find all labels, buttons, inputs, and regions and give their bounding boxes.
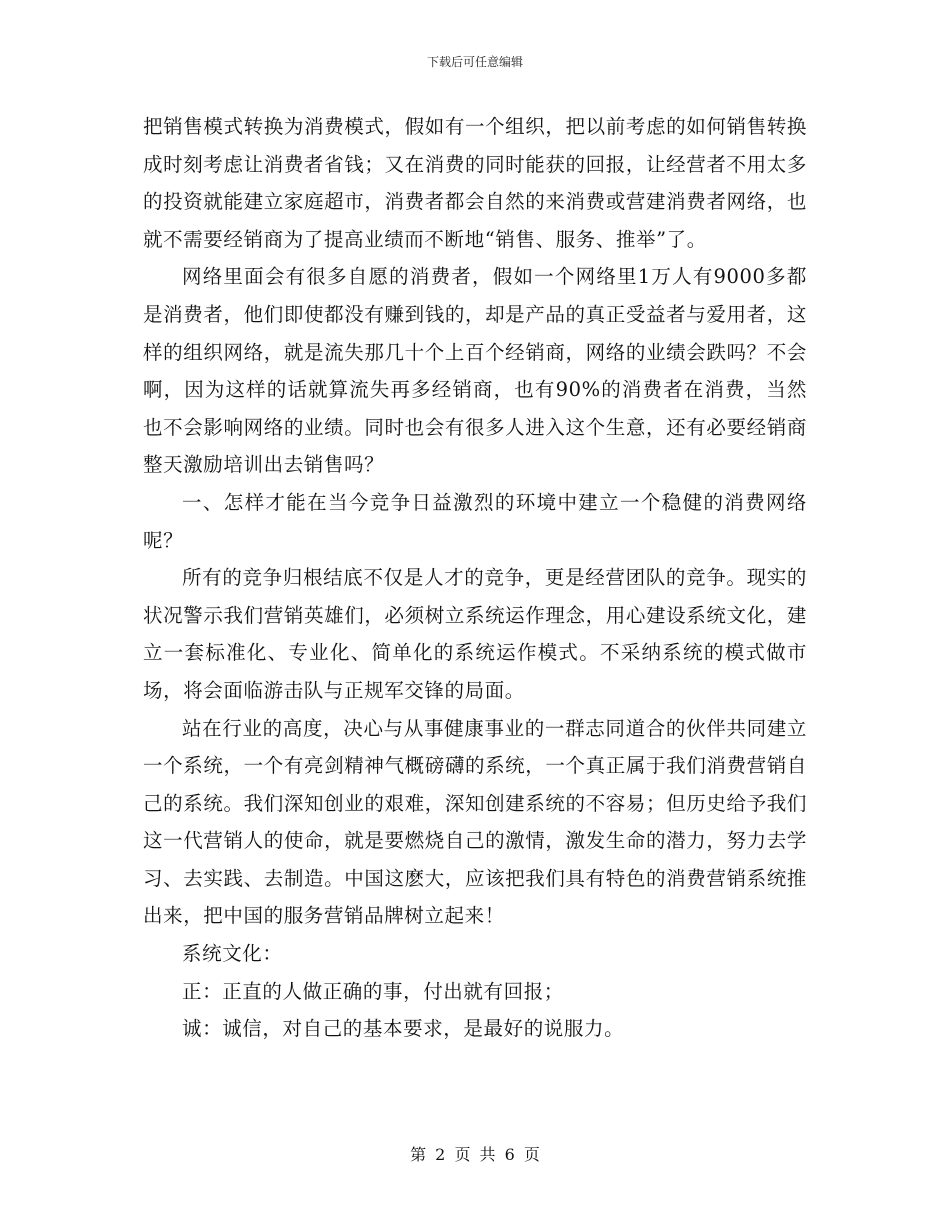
page-header: 下载后可任意编辑 <box>426 55 523 69</box>
paragraph-1: 把销售模式转换为消费模式，假如有一个组织，把以前考虑的如何销售转换成时刻考虑让消费者省钱；又在消费的同时能获的回报，让经营者不用太多的投资就能建立家庭超市，消费者都会自然的来消费或营建消费者网络，也就不需要经销商为了提高业绩而不断地“销售、服务、推举”了。 <box>143 115 807 251</box>
culture-item-zheng: 正：正直的人做正确的事，付出就有回报； <box>182 979 564 1003</box>
culture-item-cheng: 诚：诚信，对自己的基本要求，是最好的说服力。 <box>182 1017 625 1041</box>
paragraph-2: 网络里面会有很多自愿的消费者，假如一个网络里1万人有9000多都是消费者，他们即使都没有赚到钱的，却是产品的真正受益者与爱用者，这样的组织网络，就是流失那几十个上百个经销商，网络的业绩会跌吗？不会啊，因为这样的话就算流失再多经销商，也有90%的消费者在消费，当然也不会影响网络的业绩。同时也会有很多人进入这个生意，还有必要经销商整天激励培训出去销售吗？ <box>143 265 807 477</box>
document-body <box>143 108 807 1048</box>
system-culture-label: 系统文化： <box>182 942 283 966</box>
section-heading-1: 一、怎样才能在当今竞争日益激烈的环境中建立一个稳健的消费网络呢？ <box>143 490 807 552</box>
paragraph-3: 所有的竞争归根结底不仅是人才的竞争，更是经营团队的竞争。现实的状况警示我们营销英雄们，必须树立系统运作理念，用心建设系统文化，建立一套标准化、专业化、简单化的系统运作模式。不采纳系统的模式做市场，将会面临游击队与正规军交锋的局面。 <box>143 566 807 702</box>
paragraph-4: 站在行业的高度，决心与从事健康事业的一群志同道合的伙伴共同建立一个系统，一个有亮剑精神气概磅礴的系统，一个真正属于我们消费营销自己的系统。我们深知创业的艰难，深知创建系统的不容易；但历史给予我们这一代营销人的使命，就是要燃烧自己的激情，激发生命的潜力，努力去学习、去实践、去制造。中国这麽大，应该把我们具有特色的消费营销系统推出来，把中国的服务营销品牌树立起来！ <box>143 716 807 928</box>
page-number: 第 2 页 共 6 页 <box>410 1145 540 1164</box>
